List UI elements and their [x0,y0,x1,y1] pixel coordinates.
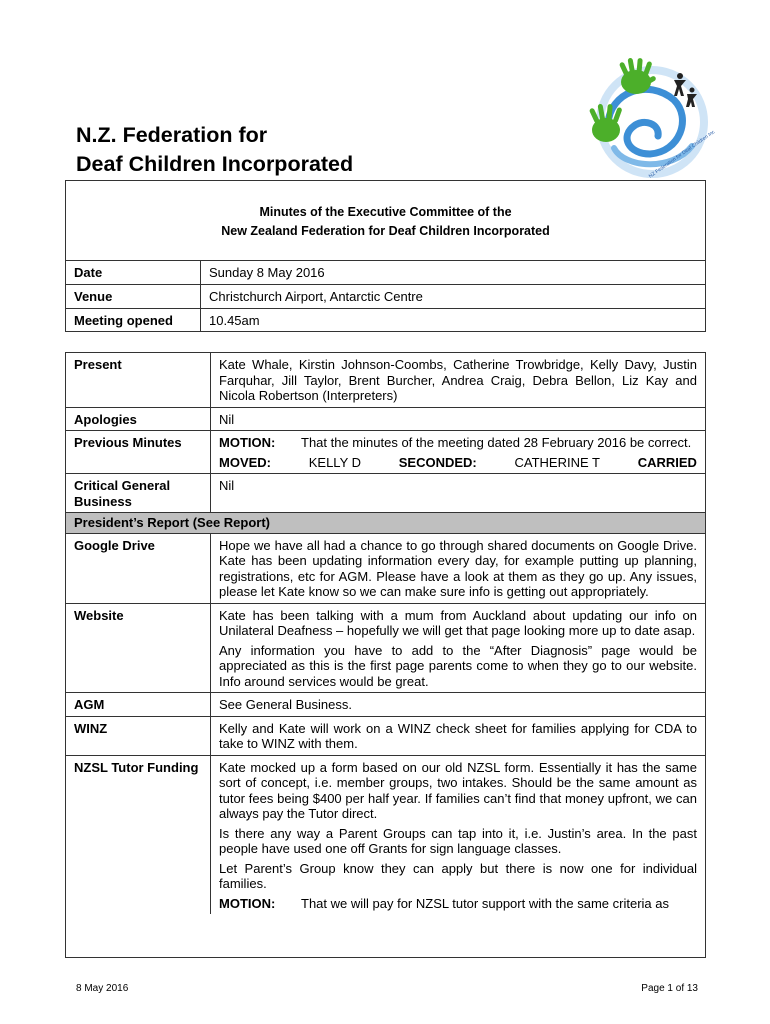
motion-line [219,435,697,451]
row-previous-minutes [66,431,705,474]
paragraph: Kate mocked up a form based on our old NZSL form. Essentially it has the same sort of concept, i.e. member groups, two intakes. Should be the same amount as tutor fees being $400 per half year. If families can’t find that money upfront, we can always pay the Tutor direct. [219,759,697,821]
row-winz [66,716,705,755]
row-label: Present [66,353,211,407]
carried-status: CARRIED [637,454,697,470]
section-presidents-report [66,513,705,534]
row-content [211,431,706,474]
info-row-meeting-opened [66,309,705,333]
row-nzsl-tutor-funding [66,755,705,914]
paragraph: Let Parent’s Group know they can apply but there is now one for individual families. [219,860,697,891]
section-heading: President’s Report (See Report) [66,513,705,534]
row-website [66,603,705,693]
motion-line [219,896,697,912]
row-google-drive [66,533,705,603]
row-label: NZSL Tutor Funding [66,755,211,914]
motion-text: That we will pay for NZSL tutor support with the same criteria as [301,895,669,911]
motion-key: MOTION: [219,895,276,911]
info-value: Christchurch Airport, Antarctic Centre [201,285,706,309]
minutes-table [66,353,705,914]
row-content: Hope we have all had a chance to go through shared documents on Google Drive. Kate has been updating information every day, for example putting up planning, registrations, etc for AGM. Please have a look at them as they go up. Any issues, please let Kate know so we can make sure info is getting out appropriately. [211,533,706,603]
paragraph: Any information you have to add to the “After Diagnosis” page would be appreciated as this is the first page parents come to when they go to our website. Info around services would be great. [219,642,697,689]
row-label: AGM [66,693,211,717]
row-label: Critical General Business [66,474,211,513]
row-content: Kate Whale, Kirstin Johnson-Coombs, Catherine Trowbridge, Kelly Davy, Justin Farquhar, Jill Taylor, Brent Burcher, Andrea Craig, Debra Bellon, Liz Kay and Nicola Robertson (Interpreters) [219,357,697,403]
row-label: Website [66,603,211,693]
row-agm [66,693,705,717]
footer-page-number: Page 1 of 13 [641,983,698,994]
minutes-body-box [65,352,706,958]
federation-logo [584,56,717,180]
row-content: Kelly and Kate will work on a WINZ check sheet for families applying for CDA to take to WINZ with them. [211,716,706,755]
info-label: Meeting opened [66,309,201,333]
row-label: Google Drive [66,533,211,603]
moved-key: MOVED: [219,454,271,470]
seconded-key: SECONDED: [398,454,477,470]
minutes-heading [66,181,705,261]
paragraph: Is there any way a Parent Groups can tap into it, i.e. Justin’s area. In the past people have used one off Grants for sign language classes. [219,825,697,856]
minutes-heading-line1: Minutes of the Executive Committee of the [259,205,512,219]
organisation-title-line2: Deaf Children Incorporated [76,152,354,176]
moved-line [219,455,697,471]
row-label: WINZ [66,716,211,755]
organisation-title-line1: N.Z. Federation for [76,123,268,147]
row-content [211,603,706,693]
info-row-venue [66,285,705,309]
row-content: Nil [211,474,706,513]
minutes-heading-line2: New Zealand Federation for Deaf Children Incorporated [221,224,550,238]
row-label: Previous Minutes [66,431,211,474]
info-value: Sunday 8 May 2016 [209,265,325,280]
info-value: 10.45am [201,309,706,333]
row-present [66,353,705,407]
logo-text: NZ Federation for Deaf Children Inc [647,129,717,180]
row-content: See General Business. [211,693,706,717]
info-row-date [66,261,705,285]
paragraph: Kate has been talking with a mum from Auckland about updating our info on Unilateral Deafness – hopefully we will get that page looking more up to date asap. [219,607,697,638]
organisation-title [76,121,353,179]
row-critical-general-business [66,474,705,513]
row-apologies [66,407,705,431]
row-label: Apologies [66,407,211,431]
row-content [211,755,706,914]
info-label: Date [66,261,201,285]
meeting-info-table [66,261,705,332]
row-content: Nil [211,407,706,431]
meeting-header-box [65,180,706,332]
seconded-by: CATHERINE T [514,454,600,470]
info-label: Venue [66,285,201,309]
motion-text: That the minutes of the meeting dated 28 February 2016 be correct. [301,435,692,450]
footer-date: 8 May 2016 [76,983,129,994]
motion-key: MOTION: [219,435,276,450]
moved-by: KELLY D [308,454,362,470]
